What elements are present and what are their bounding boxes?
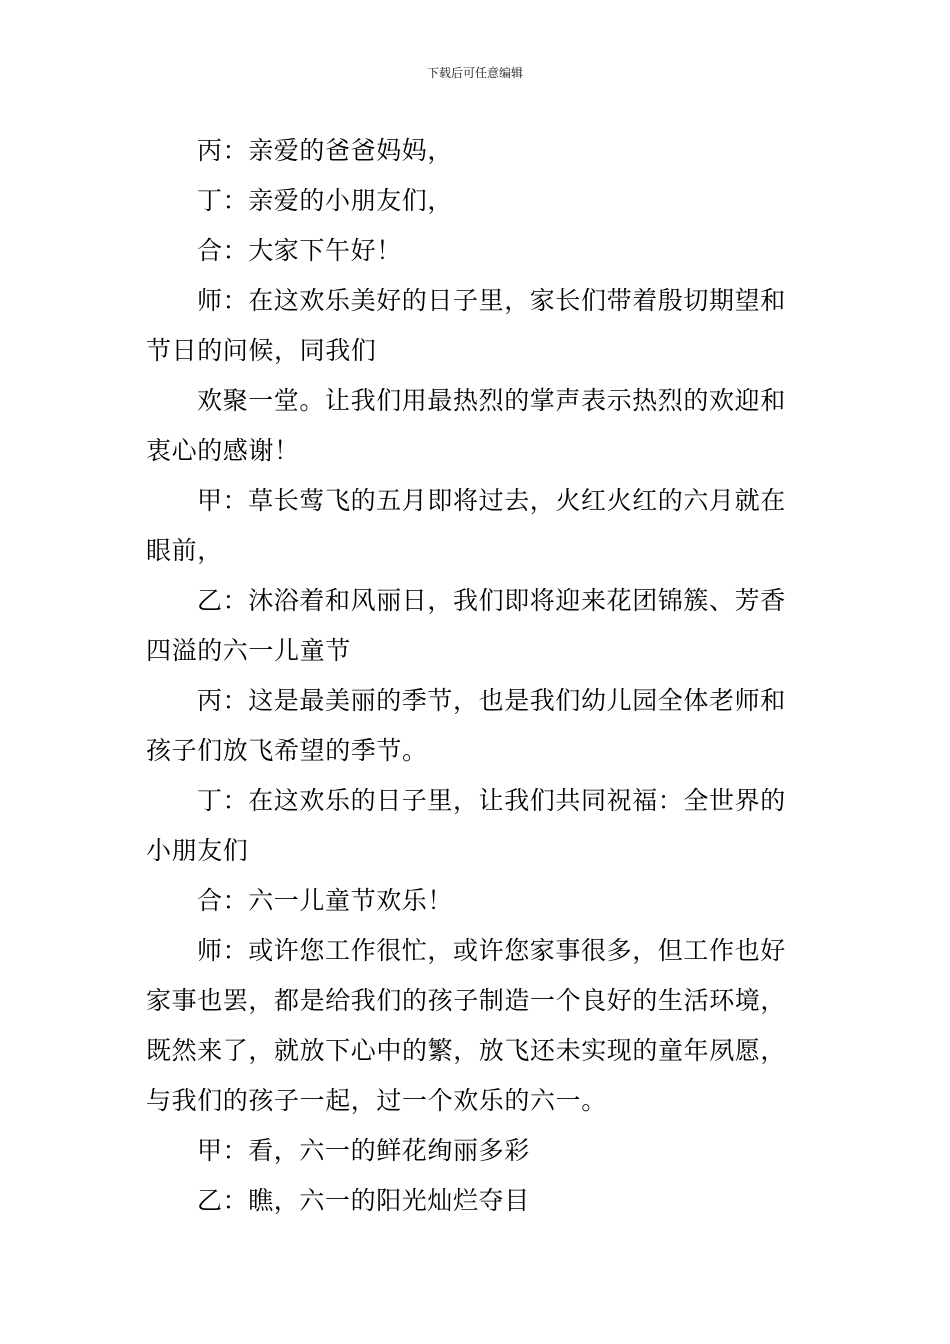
text-line: 师：在这欢乐美好的日子里，家长们带着殷切期望和	[197, 286, 786, 315]
text-line: 乙：沐浴着和风丽日，我们即将迎来花团锦簇、芳香	[197, 586, 786, 615]
text-line: 欢聚一堂。让我们用最热烈的掌声表示热烈的欢迎和	[197, 386, 786, 415]
text-line: 丁：在这欢乐的日子里，让我们共同祝福：全世界的	[197, 786, 786, 815]
document-body	[146, 126, 810, 1226]
text-line: 乙：瞧，六一的阳光灿烂夺目	[197, 1186, 530, 1215]
text-line: 甲：看，六一的鲜花绚丽多彩	[197, 1136, 530, 1165]
text-line: 孩子们放飞希望的季节。	[146, 736, 428, 765]
text-line: 小朋友们	[146, 836, 249, 865]
text-line: 丙：亲爱的爸爸妈妈，	[197, 136, 454, 165]
text-line: 家事也罢，都是给我们的孩子制造一个良好的生活环境，	[146, 986, 787, 1015]
text-line: 合：大家下午好！	[197, 236, 402, 265]
text-line: 师：或许您工作很忙，或许您家事很多，但工作也好	[197, 936, 786, 965]
text-line: 节日的问候，同我们	[146, 336, 377, 365]
text-line: 既然来了，就放下心中的繁，放飞还未实现的童年夙愿，	[146, 1036, 787, 1065]
text-line: 丁：亲爱的小朋友们，	[197, 186, 454, 215]
page-header: 下载后可任意编辑	[426, 66, 523, 80]
text-line: 甲：草长莺飞的五月即将过去，火红火红的六月就在	[197, 486, 786, 515]
text-line: 与我们的孩子一起，过一个欢乐的六一。	[146, 1086, 607, 1115]
text-line: 衷心的感谢！	[146, 436, 300, 465]
text-line: 丙：这是最美丽的季节，也是我们幼儿园全体老师和	[197, 686, 786, 715]
text-line: 眼前，	[146, 536, 223, 565]
text-line: 四溢的六一儿童节	[146, 636, 351, 665]
text-line: 合：六一儿童节欢乐！	[197, 886, 454, 915]
